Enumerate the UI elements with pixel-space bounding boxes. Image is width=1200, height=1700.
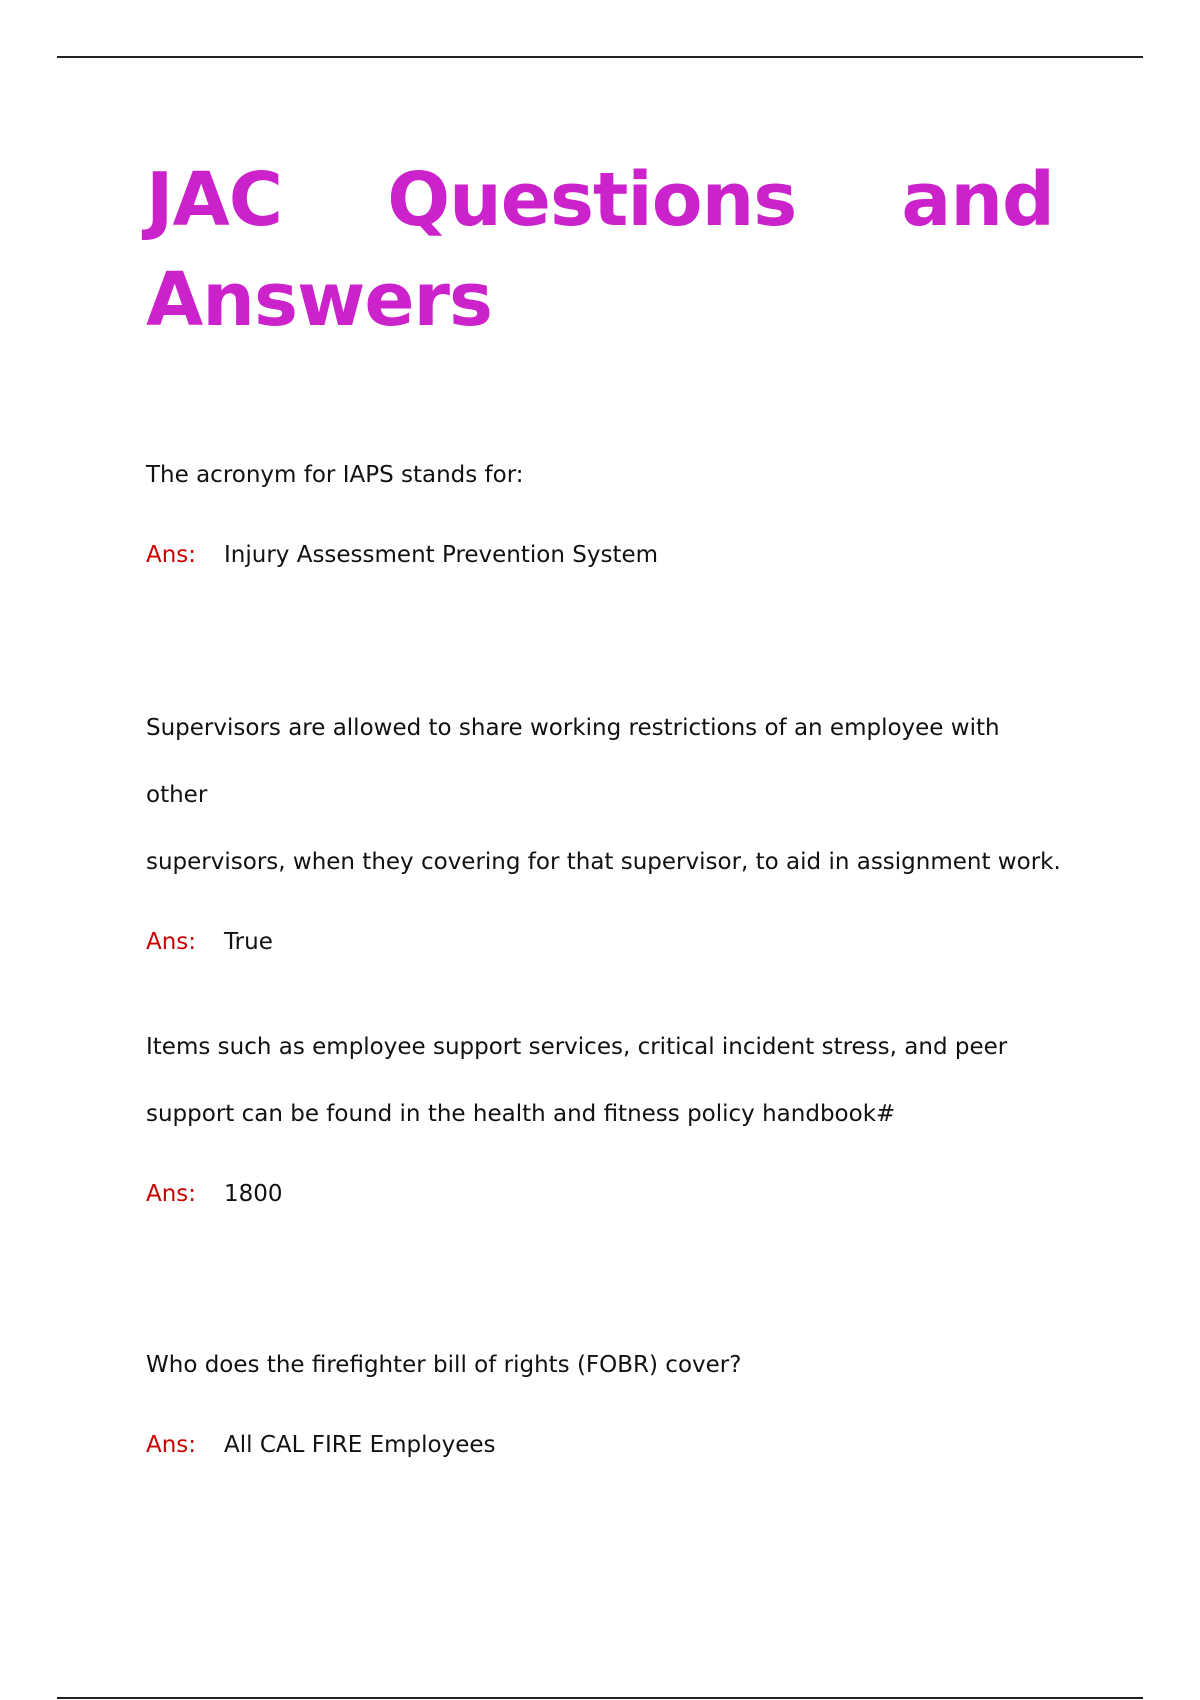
question-3 [146,1014,1066,1148]
question-1 [146,442,1066,509]
answer-2-text: True [224,929,273,955]
question-3-line-2: support can be found in the health and fitness policy handbook# [146,1101,896,1127]
header-rule [57,56,1143,58]
title-word-and: and [901,157,1054,243]
qa-item-3 [146,1014,1066,1209]
document-title [146,150,1054,350]
answer-4 [146,1430,1066,1460]
answer-3-text: 1800 [224,1181,283,1207]
question-4-line-1: Who does the firefighter bill of rights (FOBR) cover? [146,1352,742,1378]
answer-4-text: All CAL FIRE Employees [224,1432,496,1458]
question-2-line-2: supervisors, when they covering for that supervisor, to aid in assignment work. [146,849,1061,875]
answer-2 [146,927,1066,957]
question-1-line-1: The acronym for IAPS stands for: [146,462,524,488]
answer-label: Ans: [146,542,197,568]
title-word-jac: JAC [146,157,283,243]
answer-label: Ans: [146,929,197,955]
answer-label: Ans: [146,1181,197,1207]
qa-item-1 [146,442,1066,570]
answer-3 [146,1179,1066,1209]
answer-1-text: Injury Assessment Prevention System [224,542,659,568]
answer-label: Ans: [146,1432,197,1458]
title-word-questions: Questions [387,157,797,243]
title-line-1 [146,150,1054,250]
qa-item-2 [146,695,1066,957]
title-line-2: Answers [146,257,493,343]
question-2 [146,695,1066,896]
question-4 [146,1332,1066,1399]
question-2-line-1: Supervisors are allowed to share working restrictions of an employee with other [146,715,1000,808]
answer-1 [146,540,1066,570]
footer-rule [57,1697,1143,1699]
question-3-line-1: Items such as employee support services, critical incident stress, and peer [146,1034,1008,1060]
qa-item-4 [146,1332,1066,1460]
